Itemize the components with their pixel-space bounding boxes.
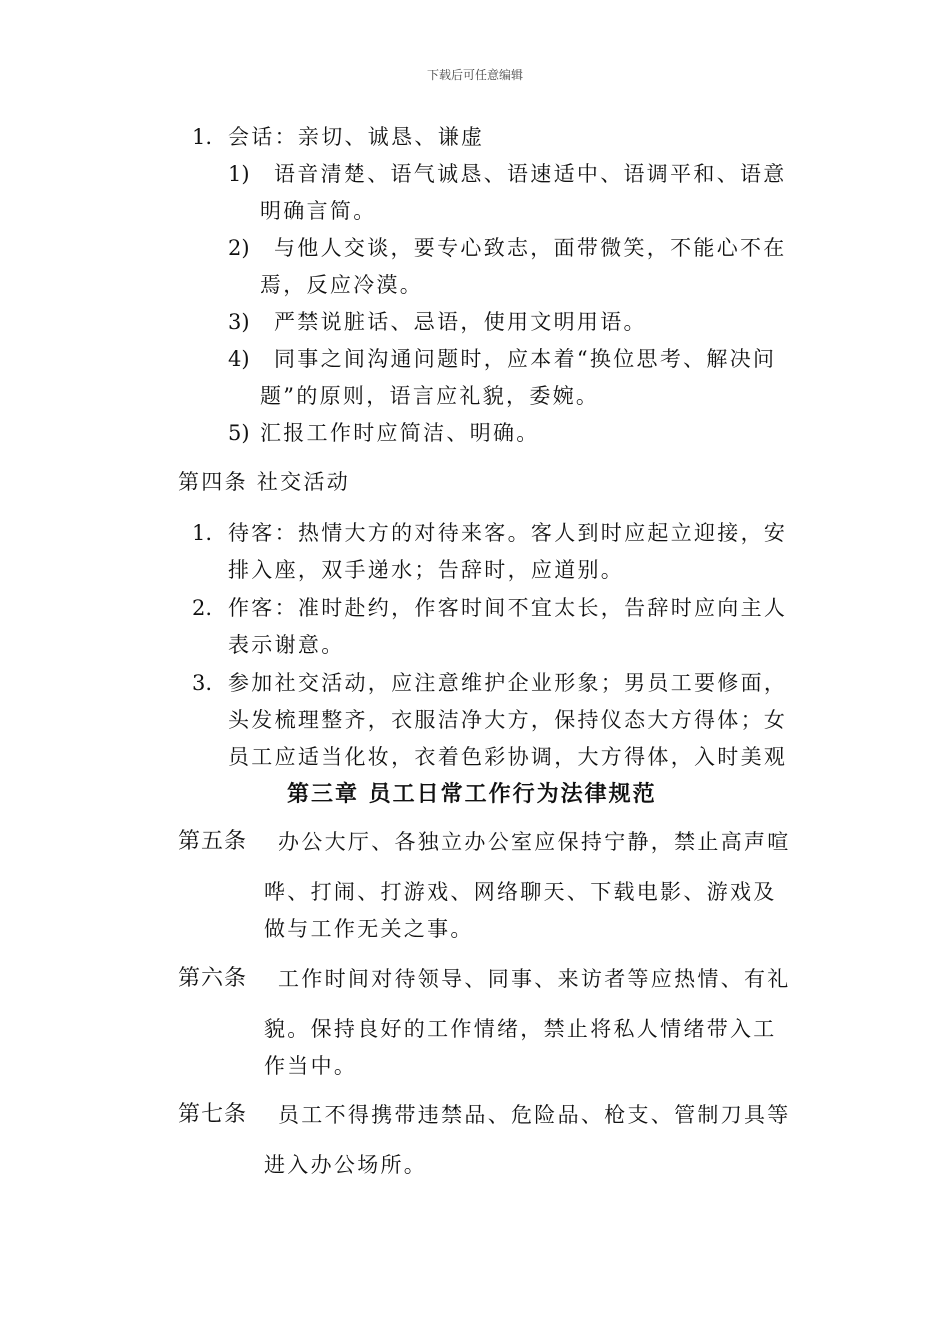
list-number: 3.: [192, 671, 213, 695]
chapter-title: 第三章 员工日常工作行为法律规范: [287, 781, 657, 807]
list-line: 待客：热情大方的对待来客。客人到时应起立迎接，安: [228, 521, 788, 545]
sublist-line: 与他人交谈，要专心致志，面带微笑，不能心不在: [274, 236, 787, 260]
article-heading: 第四条 社交活动: [178, 470, 351, 494]
article-line: 貌。保持良好的工作情绪，禁止将私人情绪带入工: [264, 1017, 777, 1041]
sublist-line: 题”的原则，语言应礼貌，委婉。: [260, 384, 600, 408]
sublist-number: 2): [228, 236, 250, 260]
list-line: 员工应适当化妆，衣着色彩协调，大方得体，入时美观: [228, 745, 788, 769]
article-label: 第五条: [178, 829, 248, 854]
list-item-text: 会话：亲切、诚恳、谦虚: [228, 125, 485, 149]
list-line: 作客：准时赴约，作客时间不宜太长，告辞时应向主人: [228, 596, 788, 620]
article-line: 员工不得携带违禁品、危险品、枪支、管制刀具等: [278, 1103, 791, 1127]
list-line: 排入座，双手递水；告辞时，应道别。: [228, 558, 625, 582]
sublist-line: 焉，反应冷漠。: [260, 273, 424, 297]
list-number: 1.: [192, 521, 213, 545]
list-number: 2.: [192, 596, 213, 620]
sublist-line: 严禁说脏话、忌语，使用文明用语。: [274, 310, 647, 334]
list-line: 头发梳理整齐，衣服洁净大方，保持仪态大方得体；女: [228, 708, 788, 732]
article-label: 第六条: [178, 966, 248, 991]
list-line: 参加社交活动，应注意维护企业形象；男员工要修面，: [228, 671, 788, 695]
article-line: 哗、打闹、打游戏、网络聊天、下载电影、游戏及: [264, 880, 777, 904]
sublist-number: 1): [228, 162, 250, 186]
sublist-number: 5): [228, 421, 250, 445]
list-line: 表示谢意。: [228, 633, 345, 657]
list-number: 1.: [192, 125, 213, 149]
article-line: 作当中。: [264, 1054, 358, 1078]
sublist-line: 语音清楚、语气诚恳、语速适中、语调平和、语意: [274, 162, 787, 186]
sublist-line: 汇报工作时应简洁、明确。: [260, 421, 540, 445]
article-line: 办公大厅、各独立办公室应保持宁静，禁止高声喧: [278, 830, 791, 854]
sublist-line: 同事之间沟通问题时，应本着“换位思考、解决问: [274, 347, 777, 371]
sublist-number: 3): [228, 310, 250, 334]
article-line: 工作时间对待领导、同事、来访者等应热情、有礼: [278, 967, 791, 991]
page-header: 下载后可任意编辑: [426, 68, 523, 82]
article-line: 做与工作无关之事。: [264, 917, 474, 941]
article-line: 进入办公场所。: [264, 1153, 428, 1177]
sublist-line: 明确言简。: [260, 199, 377, 223]
sublist-number: 4): [228, 347, 250, 371]
article-label: 第七条: [178, 1102, 248, 1127]
